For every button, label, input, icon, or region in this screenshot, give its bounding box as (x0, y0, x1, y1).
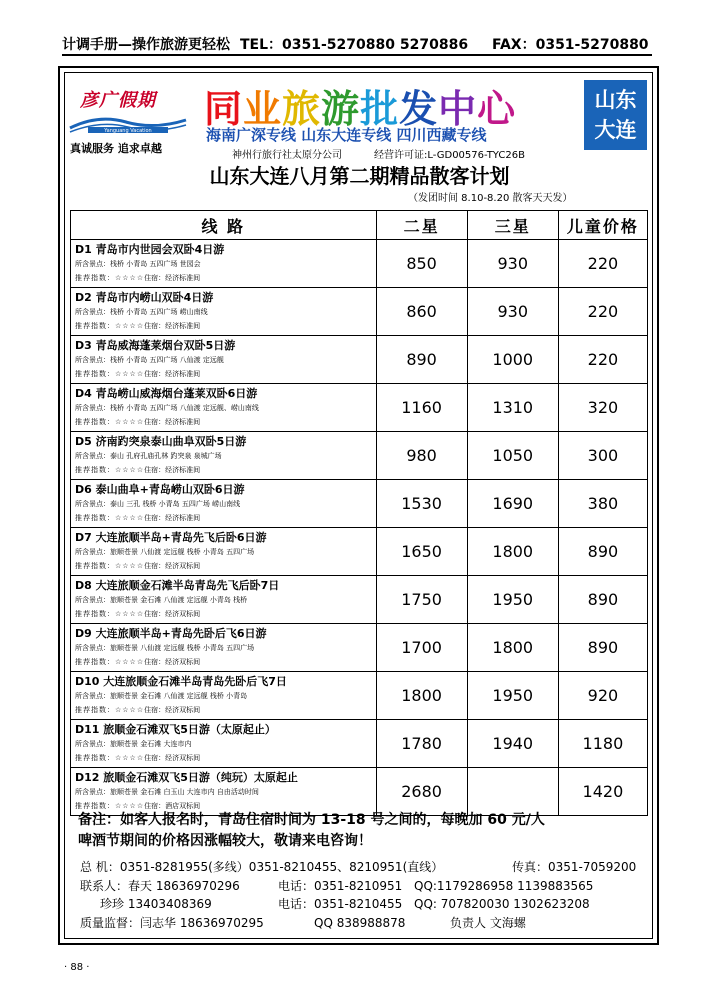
price-child: 220 (558, 240, 647, 288)
quality-supervisor: 质量监督：闫志华 18636970295 (80, 915, 264, 930)
route-cell (71, 720, 377, 768)
route-name: D9 大连旅顺半岛+青岛先卧后飞6日游 (75, 627, 267, 640)
banner-title (204, 78, 517, 131)
table-row (71, 384, 648, 432)
contact-info (80, 858, 640, 932)
route-recommend (75, 319, 372, 333)
wave-logo-icon (68, 112, 188, 134)
logo-slogan: 真诚服务 追求卓越 (70, 142, 162, 155)
company-logo (68, 82, 196, 156)
route-name: D8 大连旅顺金石滩半岛青岛先飞后卧7日 (75, 579, 280, 592)
route-cell (71, 576, 377, 624)
price-three-star: 1950 (467, 576, 558, 624)
header-tel: TEL：0351-5270880 5270886 (240, 37, 469, 53)
route-spots: 所含景点：旅顺苍景 八仙渡 定远舰 栈桥 小青岛 五四广场 (75, 644, 255, 652)
price-child: 220 (558, 288, 647, 336)
route-recommend (75, 559, 372, 573)
price-child: 380 (558, 480, 647, 528)
contact-2-tel: 电话：0351-8210455 (278, 897, 403, 911)
recommend-index: 推荐指数：☆☆☆☆ (75, 274, 145, 282)
route-spots: 所含景点：旅顺苍景 金石滩 白玉山 大连市内 自由活动时间 (75, 788, 259, 796)
route-hotel: 住宿：经济标准间 (144, 466, 201, 474)
price-three-star: 1800 (467, 528, 558, 576)
banner-title-char: 发 (399, 87, 439, 131)
route-cell (71, 384, 377, 432)
price-child: 890 (558, 624, 647, 672)
route-cell (71, 768, 377, 816)
table-row (71, 528, 648, 576)
price-two-star: 1650 (376, 528, 467, 576)
route-cell (71, 240, 377, 288)
route-hotel: 住宿：经济双标间 (144, 754, 201, 762)
price-two-star: 850 (376, 240, 467, 288)
banner-title-char: 游 (321, 87, 361, 131)
route-hotel: 住宿：经济标准间 (144, 514, 201, 522)
recommend-index: 推荐指数：☆☆☆☆ (75, 754, 145, 762)
recommend-index: 推荐指数：☆☆☆☆ (75, 562, 145, 570)
table-row (71, 432, 648, 480)
route-name: D12 旅顺金石滩双飞5日游（纯玩）太原起止 (75, 771, 298, 784)
route-cell (71, 624, 377, 672)
route-spots: 所含景点：旅顺苍景 金石滩 八仙渡 定远舰 栈桥 小青岛 (75, 692, 248, 700)
route-cell (71, 480, 377, 528)
route-name: D4 青岛崂山威海烟台蓬莱双卧6日游 (75, 387, 258, 400)
banner-title-char: 中 (438, 87, 478, 131)
header-three-star: 三星 (467, 211, 558, 240)
header-fax: FAX：0351-5270880 (492, 37, 649, 53)
route-recommend (75, 367, 372, 381)
route-hotel: 住宿：经济标准间 (144, 274, 201, 282)
price-three-star (467, 768, 558, 816)
contact-1-qq: QQ:1179286958 1139883565 (414, 878, 594, 893)
manager: 负责人 文海螺 (450, 915, 526, 930)
contact-1: 联系人：春天 18636970296 (80, 878, 240, 893)
recommend-index: 推荐指数：☆☆☆☆ (75, 658, 145, 666)
price-child: 890 (558, 528, 647, 576)
route-spots: 所含景点：栈桥 小青岛 五四广场 八仙渡 定远舰、崂山南线 (75, 404, 259, 412)
route-spots: 所含景点：泰山 三孔 栈桥 小青岛 五四广场 崂山南线 (75, 500, 241, 508)
page-number: · 88 · (64, 962, 90, 973)
price-two-star: 1700 (376, 624, 467, 672)
price-two-star: 860 (376, 288, 467, 336)
table-header-row (71, 211, 648, 240)
banner-title-char: 业 (243, 87, 283, 131)
recommend-index: 推荐指数：☆☆☆☆ (75, 418, 145, 426)
table-row (71, 240, 648, 288)
departure-note: （发团时间 8.10-8.20 散客天天发） (408, 193, 573, 204)
price-two-star: 1160 (376, 384, 467, 432)
recommend-index: 推荐指数：☆☆☆☆ (75, 322, 145, 330)
fax-number: 传真：0351-7059200 (512, 860, 637, 874)
price-three-star: 1310 (467, 384, 558, 432)
contact-1-tel: 电话：0351-8210951 (278, 878, 403, 893)
remark (78, 810, 545, 852)
header-route: 线 路 (71, 211, 377, 240)
route-spots: 所含景点：旅顺苍景 八仙渡 定远舰 栈桥 小青岛 五四广场 (75, 548, 255, 556)
price-child: 920 (558, 672, 647, 720)
price-two-star: 1530 (376, 480, 467, 528)
route-hotel: 住宿：经济双标间 (144, 610, 201, 618)
route-spots: 所含景点：栈桥 小青岛 五四广场 世园会 (75, 260, 201, 268)
table-row (71, 672, 648, 720)
route-cell (71, 672, 377, 720)
route-hotel: 住宿：经济标准间 (144, 322, 201, 330)
recommend-index: 推荐指数：☆☆☆☆ (75, 514, 145, 522)
price-two-star: 1780 (376, 720, 467, 768)
price-two-star: 1750 (376, 576, 467, 624)
price-three-star: 1950 (467, 672, 558, 720)
table-row (71, 288, 648, 336)
price-three-star: 930 (467, 240, 558, 288)
price-two-star: 980 (376, 432, 467, 480)
banner-lines: 海南广深专线 山东大连专线 四川西藏专线 (206, 126, 487, 144)
logo-subtitle: Yanguang Vacation (104, 128, 152, 134)
route-spots: 所含景点：旅顺苍景 金石滩 大连市内 (75, 740, 192, 748)
price-two-star: 1800 (376, 672, 467, 720)
top-header (62, 34, 652, 56)
route-spots: 所含景点：栈桥 小青岛 五四广场 崂山南线 (75, 308, 208, 316)
banner-title-char: 同 (204, 87, 244, 131)
contact-2: 珍珍 13403408369 (100, 897, 212, 911)
recommend-index: 推荐指数：☆☆☆☆ (75, 610, 145, 618)
supervisor-qq: QQ 838988878 (314, 915, 406, 930)
route-recommend (75, 511, 372, 525)
route-hotel: 住宿：经济双标间 (144, 706, 201, 714)
price-child: 890 (558, 576, 647, 624)
route-name: D2 青岛市内崂山双卧4日游 (75, 291, 214, 304)
route-name: D1 青岛市内世园会双卧4日游 (75, 243, 225, 256)
page-title: 山东大连八月第二期精品散客计划 (209, 164, 510, 188)
route-recommend (75, 271, 372, 285)
route-name: D3 青岛威海蓬莱烟台双卧5日游 (75, 339, 236, 352)
table-row (71, 624, 648, 672)
license-number: 经营许可证:L-GD00576-TYC26B (374, 150, 525, 161)
header-child-price: 儿童价格 (558, 211, 647, 240)
header-slogan: 计调手册—操作旅游更轻松 (62, 37, 230, 53)
remark-line-1: 备注：如客人报名时，青岛住宿时间为 13-18 号之间的，每晚加 60 元/人 (78, 812, 545, 828)
recommend-index: 推荐指数：☆☆☆☆ (75, 706, 145, 714)
route-name: D10 大连旅顺金石滩半岛青岛先卧后飞7日 (75, 675, 287, 688)
table-row (71, 720, 648, 768)
route-hotel: 住宿：经济双标间 (144, 658, 201, 666)
recommend-index: 推荐指数：☆☆☆☆ (75, 802, 145, 810)
region-line-2: 大连 (594, 118, 637, 142)
table-row (71, 336, 648, 384)
price-two-star: 890 (376, 336, 467, 384)
route-spots: 所含景点：泰山 孔府孔庙孔林 趵突泉 泉城广场 (75, 452, 222, 460)
route-recommend (75, 751, 372, 765)
route-cell (71, 528, 377, 576)
price-three-star: 1690 (467, 480, 558, 528)
agency-name: 神州行旅行社太原分公司 (232, 150, 342, 161)
route-hotel: 住宿：经济标准间 (144, 370, 201, 378)
table-row (71, 480, 648, 528)
header-underline (62, 54, 652, 56)
table-row (71, 768, 648, 816)
banner-title-char: 心 (477, 87, 517, 131)
route-spots: 所含景点：栈桥 小青岛 五四广场 八仙渡 定远舰 (75, 356, 224, 364)
price-child: 1420 (558, 768, 647, 816)
banner-title-char: 旅 (282, 87, 322, 131)
price-three-star: 1800 (467, 624, 558, 672)
route-name: D6 泰山曲阜+青岛崂山双卧6日游 (75, 483, 245, 496)
remark-line-2: 啤酒节期间的价格因涨幅较大，敬请来电咨询！ (78, 833, 372, 849)
region-badge (584, 80, 647, 150)
main-phone: 总 机：0351-8281955(多线）0351-8210455、8210951(直线） (80, 860, 444, 874)
route-recommend (75, 607, 372, 621)
route-spots: 所含景点：旅顺苍景 金石滩 八仙渡 定远舰 小青岛 栈桥 (75, 596, 248, 604)
price-three-star: 1940 (467, 720, 558, 768)
route-name: D11 旅顺金石滩双飞5日游（太原起止） (75, 723, 276, 736)
route-price-table (70, 210, 648, 816)
route-recommend (75, 415, 372, 429)
banner-title-char: 批 (360, 87, 400, 131)
price-three-star: 930 (467, 288, 558, 336)
table-row (71, 576, 648, 624)
route-recommend (75, 655, 372, 669)
price-child: 300 (558, 432, 647, 480)
route-name: D7 大连旅顺半岛+青岛先飞后卧6日游 (75, 531, 267, 544)
recommend-index: 推荐指数：☆☆☆☆ (75, 370, 145, 378)
route-hotel: 住宿：经济双标间 (144, 562, 201, 570)
region-line-1: 山东 (594, 88, 637, 112)
route-cell (71, 336, 377, 384)
price-child: 320 (558, 384, 647, 432)
header-two-star: 二星 (376, 211, 467, 240)
route-recommend (75, 703, 372, 717)
logo-title: 彦广假期 (80, 90, 156, 111)
recommend-index: 推荐指数：☆☆☆☆ (75, 466, 145, 474)
price-two-star: 2680 (376, 768, 467, 816)
contact-2-qq: QQ: 707820030 1302623208 (414, 897, 590, 911)
price-child: 1180 (558, 720, 647, 768)
price-child: 220 (558, 336, 647, 384)
route-cell (71, 288, 377, 336)
price-three-star: 1050 (467, 432, 558, 480)
route-hotel: 住宿：经济标准间 (144, 418, 201, 426)
route-name: D5 济南趵突泉泰山曲阜双卧5日游 (75, 435, 247, 448)
route-recommend (75, 463, 372, 477)
price-three-star: 1000 (467, 336, 558, 384)
route-cell (71, 432, 377, 480)
route-hotel: 住宿：酒店双标间 (144, 802, 201, 810)
